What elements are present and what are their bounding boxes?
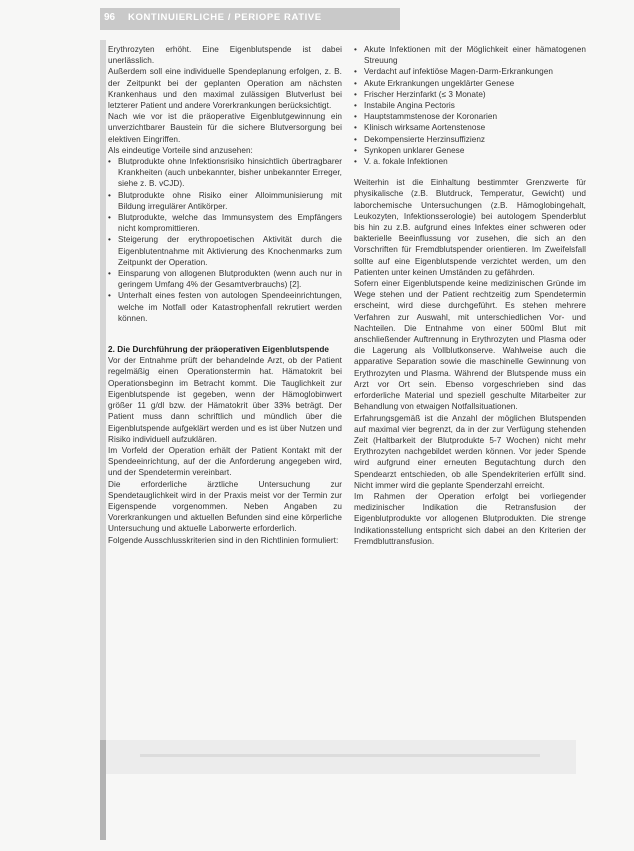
list-item: • Steigerung der erythropoetischen Aktivität durch die Eigenblutentnahme mit Aktivierung des Knochenmarks zum Zeitpunkt der Operation.	[108, 234, 342, 268]
paragraph: Im Vorfeld der Operation erhält der Patient Kontakt mit der Spendeeinrichtung, auf der die Anforderung angegeben wird, und der Spendetermin vereinbart.	[108, 445, 342, 478]
list-item: • Frischer Herzinfarkt (≤ 3 Monate)	[354, 89, 586, 100]
paragraph: Die erforderliche ärztliche Untersuchung zur Spendetauglichkeit wird in der Praxis meist vor der Termin zur Eigenspende vorgenommen. Neben Angaben zu Vorerkrankungen und aktuellen Befunden sind eine körperliche Untersuchung und aktuelle Laborwerte erforderlich.	[108, 479, 342, 534]
list-item: • Akute Erkrankungen ungeklärter Genese	[354, 78, 586, 89]
footer-rule	[140, 754, 540, 757]
left-column	[108, 44, 342, 546]
list-item: • Dekompensierte Herzinsuffizienz	[354, 134, 586, 145]
paragraph: Außerdem soll eine individuelle Spendeplanung erfolgen, z. B. der Zeitpunkt bei der geplanten Operation am nächsten Krankenhaus und den maximal zulässigen Blutverlust bei letzterer Patient und andere Vorerkrankungen berücksichtigt.	[108, 67, 342, 111]
margin-bar	[100, 40, 106, 840]
paragraph: Im Rahmen der Operation erfolgt bei vorliegender medizinischer Indikation die Retransfusion der Eigenblutprodukte vor allogenen Blutprodukten. Die strenge Indikationsstellung entspricht sich dabei an den Kriterien der Fremdbluttransfusion.	[354, 491, 586, 546]
spacer	[354, 167, 586, 177]
spacer	[108, 324, 342, 334]
section-heading: 2. Die Durchführung der präoperativen Eigenblutspende	[108, 345, 330, 355]
list-item: • Synkopen unklarer Genese	[354, 145, 586, 156]
list-item: • V. a. fokale Infektionen	[354, 156, 586, 167]
footer-band	[106, 740, 576, 774]
list-item: • Hauptstammstenose der Koronarien	[354, 111, 586, 122]
paragraph: Erythrozyten erhöht. Eine Eigenblutspende ist dabei unerlässlich.	[108, 45, 342, 66]
paragraph: Vor der Entnahme prüft der behandelnde Arzt, ob der Patient regelmäßig einen Operationstermin hat. Hämatokrit bei Operationsbeginn im Betracht kommt. Die Tauglichkeit zur Eigenblutspende ist gegeben, wenn der Hämoglobinwert größer 11 g/dl bzw. der Hämatokrit über 33% beträgt. Der Patient muss dann schriftlich und mündlich über die Eigenblutspende aufgeklärt werden und es ist über Nutzen und Risiko individuell aufzuklären.	[108, 356, 342, 444]
paragraph: Folgende Ausschlusskriterien sind in den Richtlinien formuliert:	[108, 535, 339, 545]
list-item: • Einsparung von allogenen Blutprodukten (wenn auch nur in geringem Umfang 4% der Gesamtverbrauchs) [2].	[108, 268, 342, 290]
paragraph: Sofern einer Eigenblutspende keine medizinischen Gründe im Wege stehen und der Patient rechtzeitig zum Spendetermin erscheint, wird diese durchgeführt. Es stehen mehrere Verfahren zur Auswahl, mit unterschiedlichen Vor- und Nachteilen. Die Entnahme von einer 500ml Blut mit anschließender Auftrennung in Erythrozyten und Plasma oder die Lagerung als Vollblutkonserve. Wahlweise auch die apparative Separation sowie die maschinelle Gewinnung von Erythrozyten und Plasma. Während der Blutspende muss ein Arzt vor Ort sein. Ebenso vorgeschrieben sind das erforderliche Material und speziell geschulte Mitarbeiter zur Behandlung von etwaigen Notfallsituationen.	[354, 279, 586, 412]
list-item: • Blutprodukte ohne Risiko einer Alloimmunisierung mit Bildung irregulärer Antikörper.	[108, 190, 342, 212]
list-item: • Verdacht auf infektiöse Magen-Darm-Erkrankungen	[354, 66, 586, 77]
paragraph: Weiterhin ist die Einhaltung bestimmter Grenzwerte für physikalische (z.B. Blutdruck, Temperatur, Gewicht) und laborchemische Untersuchungen (z.B. Hämoglobingehalt, Leukozyten, Infektionsserologie) bei autologem Spenderblut bis hin zu z.B. aufgrund eines Infektes einer schweren oder bakterielle Beeinflussung vor zusehen, die sich an den Vorschriften für Fremdblutspender orientieren. Im Zweifelsfall sollte auf eine Eigenblutspende verzichtet werden, um den Patienten unter keinen Umständen zu gefährden.	[354, 178, 586, 277]
list-item: • Blutprodukte ohne Infektionsrisiko hinsichtlich übertragbarer Krankheiten (auch unbekannter, bisher unbekannter Erreger, siehe z. B. vCJD).	[108, 156, 342, 190]
list-item: • Akute Infektionen mit der Möglichkeit einer hämatogenen Streuung	[354, 44, 586, 66]
list-item: • Unterhalt eines festen von autologen Spendeeinrichtungen, welche im Notfall oder Katastrophenfall rekrutiert werden können.	[108, 290, 342, 324]
list-item: • Blutprodukte, welche das Immunsystem des Empfängers nicht kompromittieren.	[108, 212, 342, 234]
running-head: KONTINUIERLICHE / PERIOPE RATIVE	[128, 12, 322, 23]
right-column	[354, 44, 586, 547]
exclusion-criteria-list	[354, 44, 586, 167]
page-number: 96	[104, 12, 116, 23]
advantages-list	[108, 156, 342, 324]
paragraph: Erfahrungsgemäß ist die Anzahl der möglichen Blutspenden auf maximal vier begrenzt, da in der zur Verfügung stehenden Zeit (Haltbarkeit der Blutprodukte 5-7 Wochen) nicht mehr Erythrozyten nachgebildet werden können. Vor jeder Spende wird aufgrund einer erneuten Begutachtung durch den Spendearzt entschieden, ob alle Spendekriterien erfüllt sind. Nicht immer wird die geplante Spenderzahl erreicht.	[354, 413, 586, 490]
paragraph: Nach wie vor ist die präoperative Eigenblutgewinnung ein unverzichtbarer Baustein für die sichere Blutversorgung bei elektiven Eingriffen.	[108, 112, 342, 144]
list-item: • Klinisch wirksame Aortenstenose	[354, 122, 586, 133]
list-item: • Instabile Angina Pectoris	[354, 100, 586, 111]
paragraph: Als eindeutige Vorteile sind anzusehen:	[108, 145, 253, 155]
